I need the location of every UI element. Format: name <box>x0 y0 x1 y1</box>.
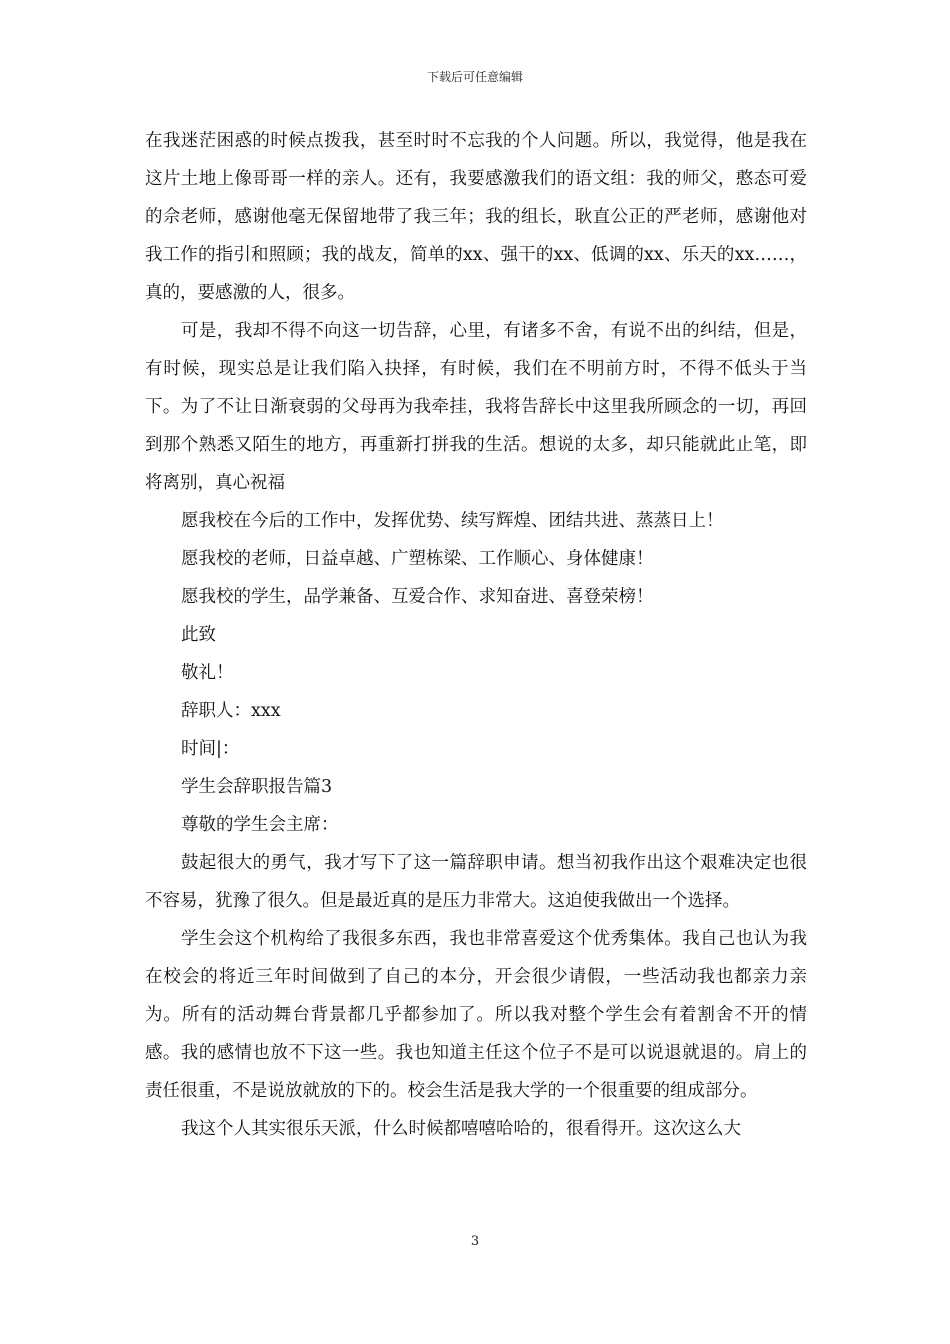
paragraph: 鼓起很大的勇气，我才写下了这一篇辞职申请。想当初我作出这个艰难决定也很不容易，犹豫了很久。但是最近真的是压力非常大。这迫使我做出一个选择。 <box>145 853 807 911</box>
paragraph: 可是，我却不得不向这一切告辞，心里，有诸多不舍，有说不出的纠结，但是，有时候，现实总是让我们陷入抉择，有时候，我们在不明前方时，不得不低头于当下。为了不让日渐衰弱的父母再为我牵挂，我将告辞长中这里我所顾念的一切，再回到那个熟悉又陌生的地方，再重新打拼我的生活。想说的太多，却只能就此止笔，即将离别，真心祝福 <box>145 321 807 493</box>
paragraph: 在我迷茫困惑的时候点拨我，甚至时时不忘我的个人问题。所以，我觉得，他是我在这片土地上像哥哥一样的亲人。还有，我要感激我们的语文组：我的师父，憨态可爱的佘老师，感谢他毫无保留地带了我三年；我的组长，耿直公正的严老师，感谢他对我工作的指引和照顾；我的战友，简单的xx、强干的xx、低调的xx、乐天的xx……，真的，要感激的人，很多。 <box>145 131 807 303</box>
section-title: 学生会辞职报告篇3 <box>181 777 333 797</box>
closing-line: 此致 <box>181 625 216 645</box>
wish-line: 愿我校在今后的工作中，发挥优势、续写辉煌、团结共进、蒸蒸日上！ <box>181 511 724 531</box>
wish-line: 愿我校的学生，品学兼备、互爱合作、求知奋进、喜登荣榜！ <box>181 587 654 607</box>
closing-salute: 敬礼！ <box>181 663 234 683</box>
page-number: 3 <box>470 1234 480 1249</box>
salutation: 尊敬的学生会主席： <box>181 815 339 835</box>
wish-line: 愿我校的老师，日益卓越、广塑栋梁、工作顺心、身体健康！ <box>181 549 654 569</box>
paragraph: 学生会这个机构给了我很多东西，我也非常喜爱这个优秀集体。我自己也认为我在校会的将近三年时间做到了自己的本分，开会很少请假，一些活动我也都亲力亲为。所有的活动舞台背景都几乎都参加了。所以我对整个学生会有着割舍不开的情感。我的感情也放不下这一些。我也知道主任这个位子不是可以说退就退的。肩上的责任很重，不是说放就放的下的。校会生活是我大学的一个很重要的组成部分。 <box>145 929 807 1101</box>
date-line: 时间|： <box>181 739 240 759</box>
document-body <box>145 122 807 1148</box>
paragraph: 我这个人其实很乐天派，什么时候都嘻嘻哈哈的，很看得开。这次这么大 <box>181 1119 741 1139</box>
signature-line: 辞职人：xxx <box>181 701 281 721</box>
page-header: 下载后可任意编辑 <box>426 70 523 84</box>
